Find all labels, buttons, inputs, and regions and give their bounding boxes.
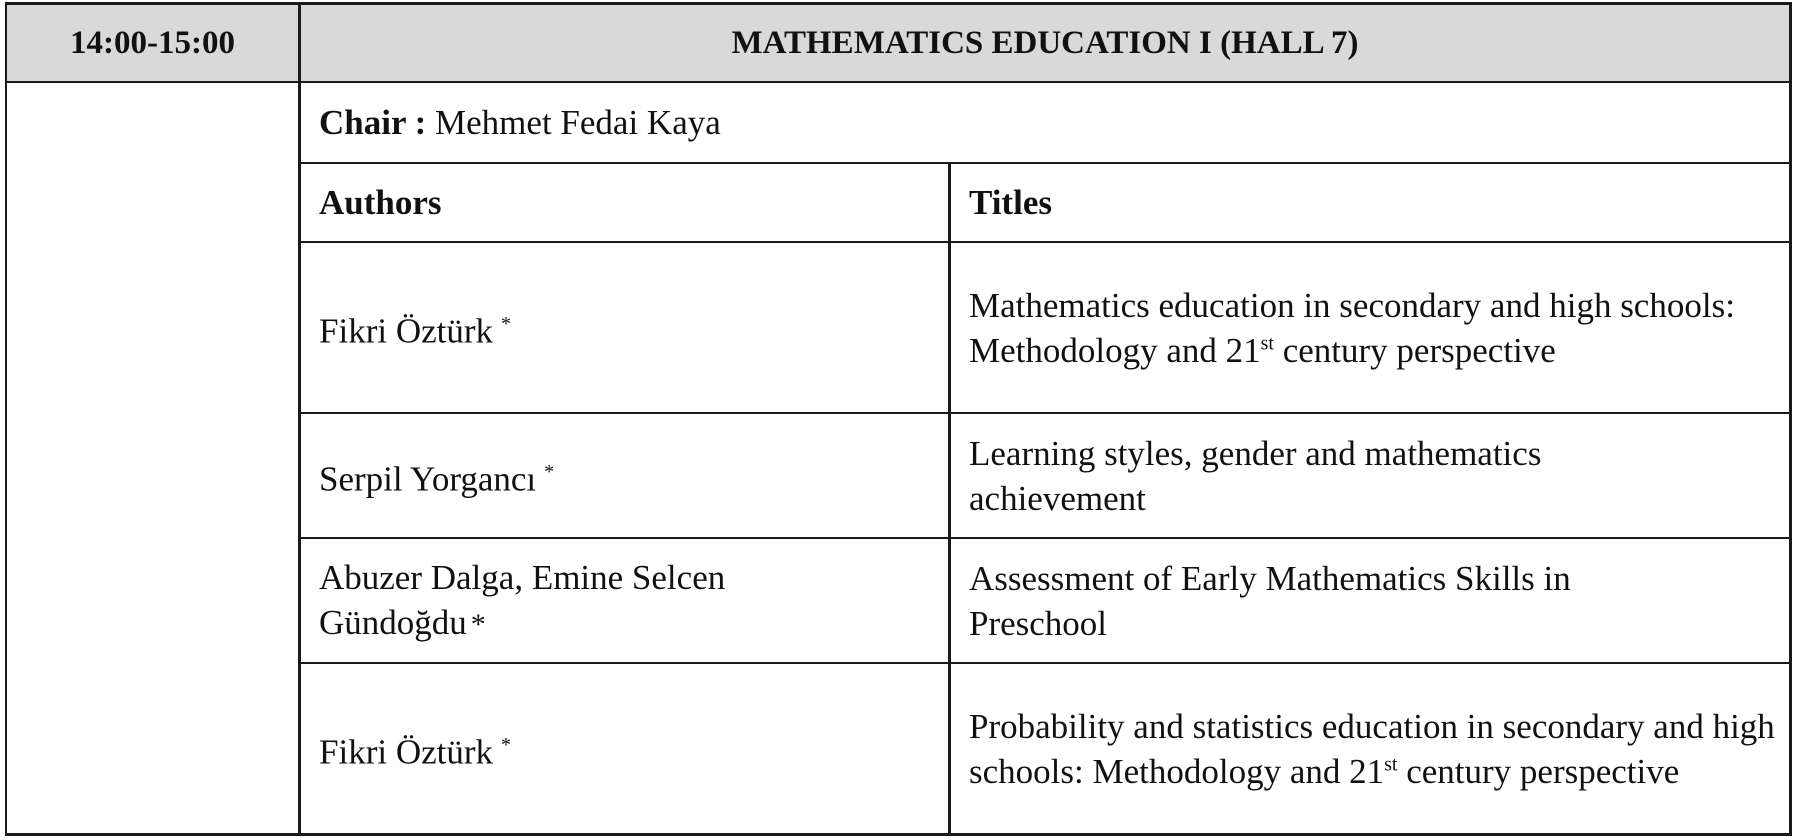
- author-names: Serpil Yorgancı: [319, 459, 537, 499]
- table-row-author: [301, 243, 948, 412]
- table-row-author: [301, 539, 948, 662]
- paper-title-rest: century perspective: [1273, 330, 1556, 370]
- author-names: Abuzer Dalga, Emine Selcen Gündoğdu: [319, 557, 726, 642]
- table-row-title: [951, 539, 1789, 662]
- presenter-mark: *: [501, 733, 512, 756]
- chair-line: [301, 83, 1789, 162]
- titles-header-text: Titles: [969, 182, 1052, 222]
- authors-header-text: Authors: [319, 182, 442, 222]
- presenter-mark: *: [501, 312, 512, 335]
- table-row-author: [301, 664, 948, 833]
- session-time-text: 14:00-15:00: [70, 24, 235, 61]
- table-row-title: [951, 414, 1789, 537]
- table-row-title: [951, 664, 1789, 833]
- session-time: [7, 5, 298, 81]
- paper-title: Assessment of Early Mathematics Skills in Preschool: [969, 558, 1571, 643]
- paper-title: Learning styles, gender and mathematics achievement: [969, 433, 1542, 518]
- titles-column-header: [951, 164, 1789, 241]
- table-row-title: [951, 243, 1789, 412]
- presenter-mark: *: [470, 607, 486, 641]
- rule-bottom: [5, 833, 1792, 836]
- chair-label: Chair :: [319, 102, 427, 142]
- chair-name: Mehmet Fedai Kaya: [435, 102, 721, 142]
- rule-left: [5, 2, 7, 836]
- rule-right: [1789, 2, 1792, 836]
- author-names: Fikri Öztürk: [319, 311, 494, 351]
- presenter-mark: *: [544, 460, 555, 483]
- ordinal-suffix: st: [1260, 331, 1274, 354]
- session-title-text: MATHEMATICS EDUCATION I (HALL 7): [731, 24, 1359, 61]
- author-names: Fikri Öztürk: [319, 732, 494, 772]
- session-title: [301, 5, 1789, 81]
- paper-title: Probability and statistics education in secondary and high schools: Methodology and 21: [969, 706, 1775, 791]
- ordinal-suffix: st: [1384, 752, 1398, 775]
- table-row-author: [301, 414, 948, 537]
- paper-title: Mathematics education in secondary and high schools: Methodology and 21: [969, 285, 1735, 370]
- paper-title-rest: century perspective: [1397, 751, 1680, 791]
- authors-column-header: [301, 164, 948, 241]
